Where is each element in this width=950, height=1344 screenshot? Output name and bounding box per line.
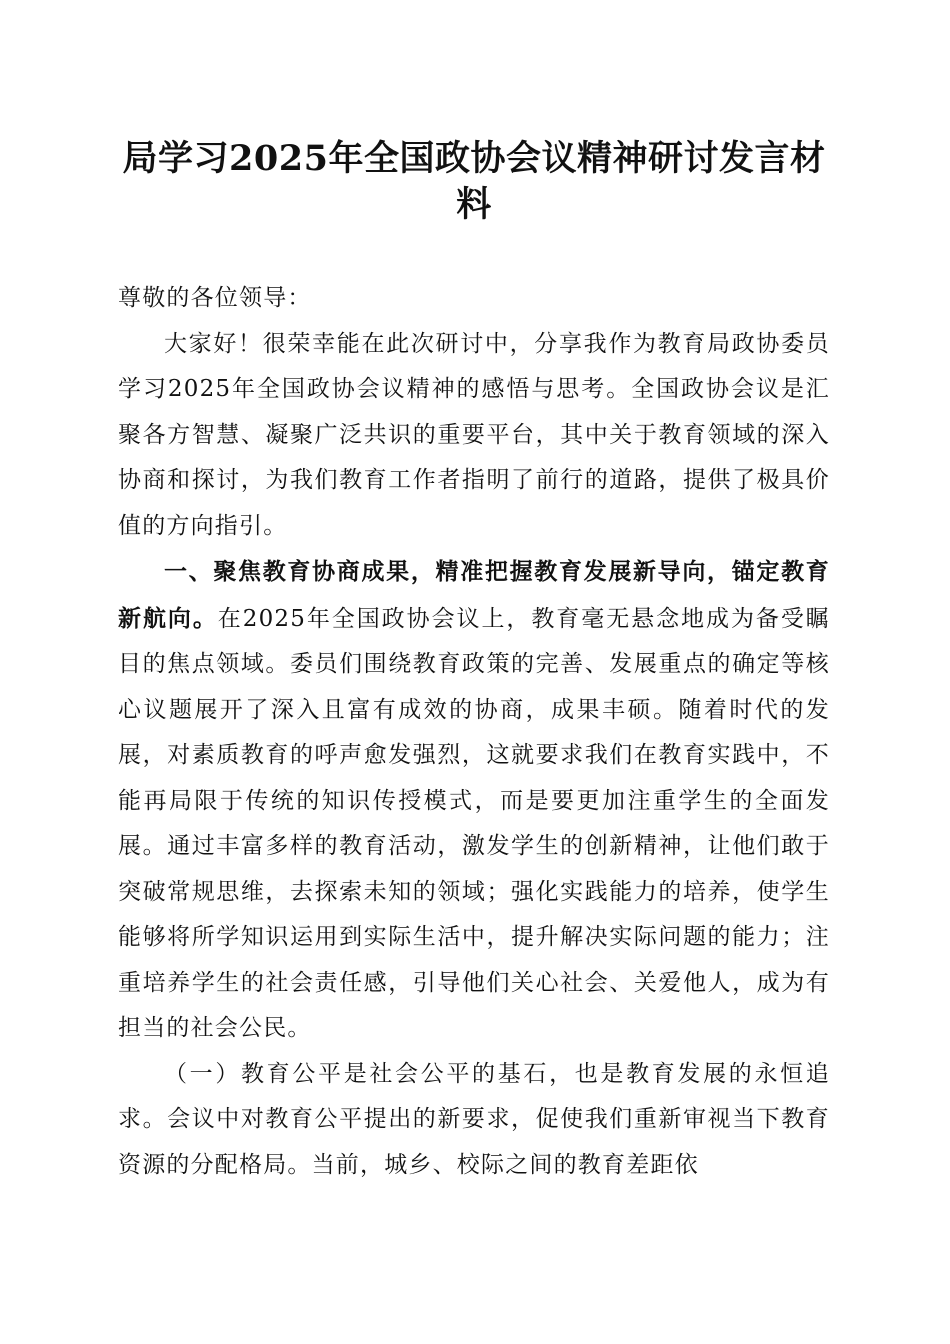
subsection-1-paragraph <box>118 1052 830 1189</box>
section-1-paragraph <box>118 549 830 1052</box>
subsection-1-heading: （一）教育公平是社会公平的基石，也是教育发展的永恒追求。 <box>118 1060 830 1132</box>
intro-paragraph: 大家好！很荣幸能在此次研讨中，分享我作为教育局政协委员学习2025年全国政协会议精神的感悟与思考。全国政协会议是汇聚各方智慧、凝聚广泛共识的重要平台，其中关于教育领域的深入协商和探讨，为我们教育工作者指明了前行的道路，提供了极具价值的方向指引。 <box>118 330 830 539</box>
section-1-body: 在2025年全国政协会议上，教育毫无悬念地成为备受瞩目的焦点领域。委员们围绕教育政策的完善、发展重点的确定等核心议题展开了深入且富有成效的协商，成果丰硕。随着时代的发展，对素质教育的呼声愈发强烈，这就要求我们在教育实践中，不能再局限于传统的知识传授模式，而是要更加注重学生的全面发展。通过丰富多样的教育活动，激发学生的创新精神，让他们敢于突破常规思维，去探索未知的领域；强化实践能力的培养，使学生能够将所学知识运用到实际生活中，提升解决实际问题的能力；注重培养学生的社会责任感，引导他们关心社会、关爱他人，成为有担当的社会公民。 <box>118 605 830 1041</box>
document-body <box>118 276 830 1188</box>
document-title: 局学习2025年全国政协会议精神研讨发言材料 <box>122 138 826 225</box>
subsection-1-body: 会议中对教育公平提出的新要求，促使我们重新审视当下教育资源的分配格局。当前，城乡、校际之间的教育差距依 <box>118 1106 831 1178</box>
salutation: 尊敬的各位领导： <box>118 285 312 311</box>
section-1-heading: 一、聚焦教育协商成果，精准把握教育发展新导向，锚定教育新航向。 <box>118 558 830 632</box>
